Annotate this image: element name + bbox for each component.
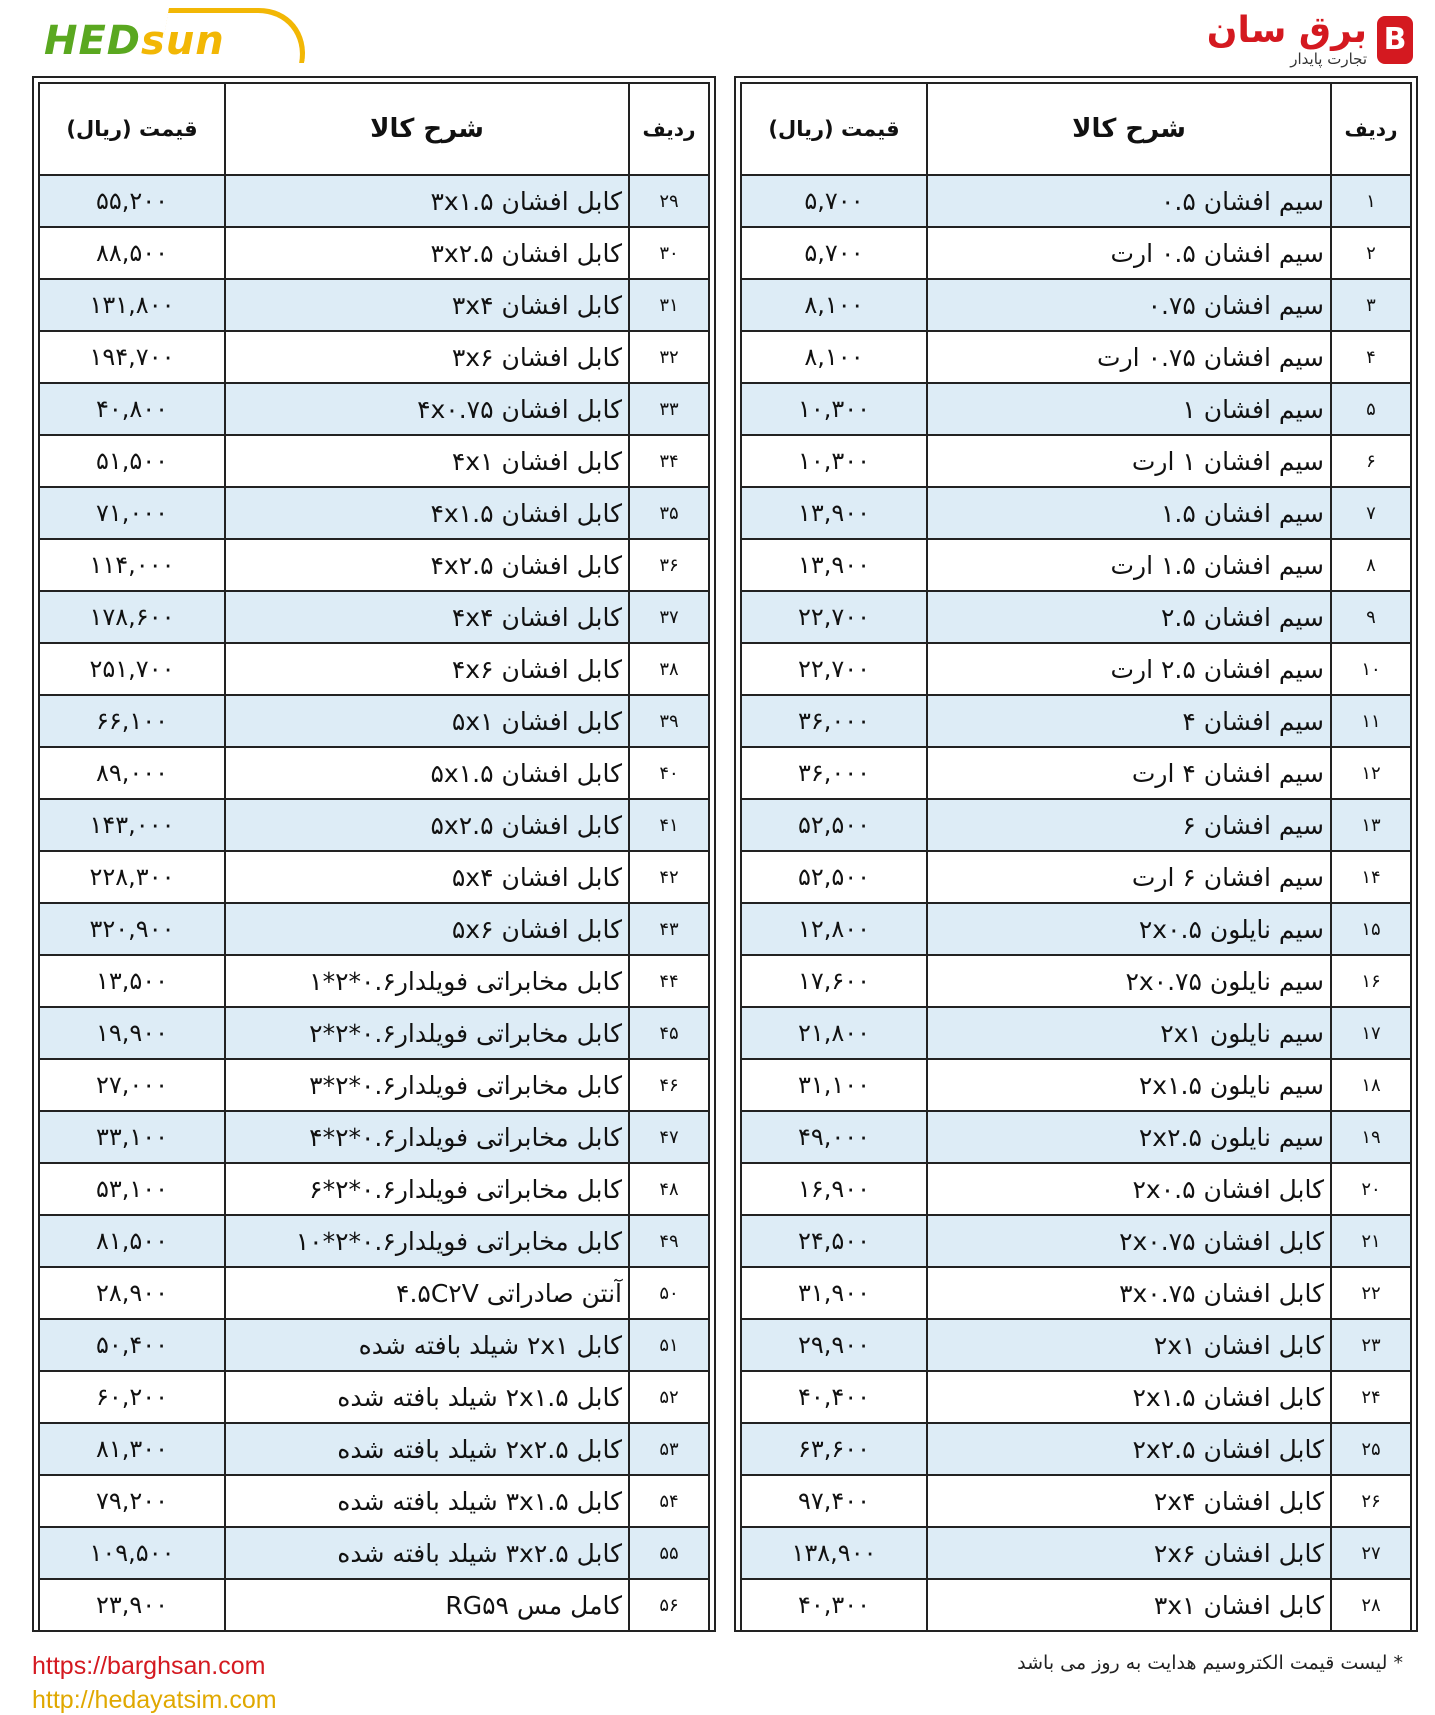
barghsan-link[interactable]: https://barghsan.com <box>32 1652 266 1680</box>
row-number-cell: ۴۵ <box>629 1007 709 1059</box>
row-number-cell: ۱۷ <box>1331 1007 1411 1059</box>
description-cell: کابل مخابراتی فویلدار۰.۶*۲*۲ <box>225 1007 629 1059</box>
hedsun-logo <box>44 8 274 68</box>
price-update-note: * لیست قیمت الکتروسیم هدایت به روز می باشد <box>1017 1652 1403 1674</box>
row-number-cell: ۱۸ <box>1331 1059 1411 1111</box>
table-header-row <box>39 83 709 175</box>
price-cell: ۸۸,۵۰۰ <box>39 227 225 279</box>
price-cell: ۲۱,۸۰۰ <box>741 1007 927 1059</box>
row-number-cell: ۲۱ <box>1331 1215 1411 1267</box>
description-cell: سیم افشان ۱ <box>927 383 1331 435</box>
row-number-cell: ۵ <box>1331 383 1411 435</box>
price-cell: ۸,۱۰۰ <box>741 279 927 331</box>
table-row <box>741 383 1411 435</box>
description-cell: سیم افشان ۱.۵ <box>927 487 1331 539</box>
price-cell: ۵۳,۱۰۰ <box>39 1163 225 1215</box>
price-cell: ۱۹۴,۷۰۰ <box>39 331 225 383</box>
table-row <box>39 279 709 331</box>
table-row <box>741 539 1411 591</box>
description-cell: کابل افشان ۲x۲.۵ <box>927 1423 1331 1475</box>
description-cell: کابل افشان ۴x۰.۷۵ <box>225 383 629 435</box>
header-description: شرح کالا <box>927 83 1331 175</box>
description-cell: کابل افشان ۴x۲.۵ <box>225 539 629 591</box>
description-cell: کابل افشان ۳x۴ <box>225 279 629 331</box>
price-cell: ۱۳,۹۰۰ <box>741 487 927 539</box>
price-cell: ۲۲,۷۰۰ <box>741 591 927 643</box>
price-cell: ۳۶,۰۰۰ <box>741 747 927 799</box>
description-cell: کابل افشان ۵x۱ <box>225 695 629 747</box>
header-row-number: ردیف <box>629 83 709 175</box>
table-row <box>39 851 709 903</box>
description-cell: کابل افشان ۴x۶ <box>225 643 629 695</box>
table-row <box>741 1215 1411 1267</box>
row-number-cell: ۳۵ <box>629 487 709 539</box>
row-number-cell: ۴۰ <box>629 747 709 799</box>
row-number-cell: ۴۱ <box>629 799 709 851</box>
price-cell: ۱۶,۹۰۰ <box>741 1163 927 1215</box>
table-row <box>39 435 709 487</box>
table-row <box>741 643 1411 695</box>
description-cell: کابل ۲x۲.۵ شیلد بافته شده <box>225 1423 629 1475</box>
description-cell: کابل افشان ۲x۴ <box>927 1475 1331 1527</box>
row-number-cell: ۴۳ <box>629 903 709 955</box>
row-number-cell: ۲۰ <box>1331 1163 1411 1215</box>
price-cell: ۷۹,۲۰۰ <box>39 1475 225 1527</box>
description-cell: کابل افشان ۳x۲.۵ <box>225 227 629 279</box>
row-number-cell: ۳۱ <box>629 279 709 331</box>
table-row <box>39 799 709 851</box>
table-row <box>741 1475 1411 1527</box>
row-number-cell: ۸ <box>1331 539 1411 591</box>
description-cell: کابل افشان ۵x۲.۵ <box>225 799 629 851</box>
price-cell: ۱۰,۳۰۰ <box>741 383 927 435</box>
row-number-cell: ۲۹ <box>629 175 709 227</box>
barghsan-logo <box>1193 6 1413 68</box>
row-number-cell: ۴۲ <box>629 851 709 903</box>
description-cell: کابل افشان ۲x۰.۵ <box>927 1163 1331 1215</box>
price-cell: ۹۷,۴۰۰ <box>741 1475 927 1527</box>
price-cell: ۵۰,۴۰۰ <box>39 1319 225 1371</box>
row-number-cell: ۱۲ <box>1331 747 1411 799</box>
price-table-right <box>740 82 1412 1632</box>
price-table-right-panel <box>734 76 1418 1632</box>
row-number-cell: ۵۲ <box>629 1371 709 1423</box>
row-number-cell: ۱۳ <box>1331 799 1411 851</box>
table-row <box>741 1007 1411 1059</box>
price-cell: ۴۰,۴۰۰ <box>741 1371 927 1423</box>
table-body-left <box>39 175 709 1631</box>
table-row <box>741 331 1411 383</box>
table-row <box>39 1111 709 1163</box>
logo-wordmark: HEDsun <box>44 18 225 64</box>
description-cell: سیم افشان ۱ ارت <box>927 435 1331 487</box>
table-row <box>39 1007 709 1059</box>
price-cell: ۲۸,۹۰۰ <box>39 1267 225 1319</box>
price-cell: ۵,۷۰۰ <box>741 227 927 279</box>
header-row-number: ردیف <box>1331 83 1411 175</box>
table-row <box>39 331 709 383</box>
table-row <box>39 383 709 435</box>
table-row <box>39 695 709 747</box>
row-number-cell: ۲۸ <box>1331 1579 1411 1631</box>
header-price: قیمت (ریال) <box>39 83 225 175</box>
row-number-cell: ۴۸ <box>629 1163 709 1215</box>
price-cell: ۱۱۴,۰۰۰ <box>39 539 225 591</box>
header-description: شرح کالا <box>225 83 629 175</box>
price-cell: ۳۱,۱۰۰ <box>741 1059 927 1111</box>
row-number-cell: ۱۶ <box>1331 955 1411 1007</box>
row-number-cell: ۴۷ <box>629 1111 709 1163</box>
table-row <box>741 1059 1411 1111</box>
price-cell: ۶۶,۱۰۰ <box>39 695 225 747</box>
row-number-cell: ۳۲ <box>629 331 709 383</box>
description-cell: کابل افشان ۵x۱.۵ <box>225 747 629 799</box>
price-table-left-panel <box>32 76 716 1632</box>
description-cell: کابل مخابراتی فویلدار۰.۶*۲*۴ <box>225 1111 629 1163</box>
price-cell: ۴۹,۰۰۰ <box>741 1111 927 1163</box>
table-row <box>741 1111 1411 1163</box>
table-row <box>741 1319 1411 1371</box>
price-cell: ۷۱,۰۰۰ <box>39 487 225 539</box>
description-cell: سیم نایلون ۲x۱.۵ <box>927 1059 1331 1111</box>
description-cell: سیم افشان ۲.۵ ارت <box>927 643 1331 695</box>
price-cell: ۳۲۰,۹۰۰ <box>39 903 225 955</box>
price-cell: ۲۲۸,۳۰۰ <box>39 851 225 903</box>
table-row <box>741 1527 1411 1579</box>
row-number-cell: ۱۰ <box>1331 643 1411 695</box>
row-number-cell: ۶ <box>1331 435 1411 487</box>
price-cell: ۶۳,۶۰۰ <box>741 1423 927 1475</box>
description-cell: کابل افشان ۴x۴ <box>225 591 629 643</box>
description-cell: کابل مخابراتی فویلدار۰.۶*۲*۱ <box>225 955 629 1007</box>
price-cell: ۱۰۹,۵۰۰ <box>39 1527 225 1579</box>
price-cell: ۲۴,۵۰۰ <box>741 1215 927 1267</box>
description-cell: آنتن صادراتی ۴.۵C۲V <box>225 1267 629 1319</box>
description-cell: کابل مخابراتی فویلدار۰.۶*۲*۱۰ <box>225 1215 629 1267</box>
table-row <box>39 487 709 539</box>
price-cell: ۱۹,۹۰۰ <box>39 1007 225 1059</box>
price-cell: ۴۰,۳۰۰ <box>741 1579 927 1631</box>
description-cell: کابل افشان ۴x۱.۵ <box>225 487 629 539</box>
row-number-cell: ۴۶ <box>629 1059 709 1111</box>
row-number-cell: ۱۱ <box>1331 695 1411 747</box>
table-row <box>741 799 1411 851</box>
row-number-cell: ۳۹ <box>629 695 709 747</box>
price-cell: ۴۰,۸۰۰ <box>39 383 225 435</box>
row-number-cell: ۳ <box>1331 279 1411 331</box>
price-cell: ۸۱,۳۰۰ <box>39 1423 225 1475</box>
row-number-cell: ۴۴ <box>629 955 709 1007</box>
description-cell: سیم افشان ۰.۵ ارت <box>927 227 1331 279</box>
description-cell: کابل افشان ۳x۱ <box>927 1579 1331 1631</box>
row-number-cell: ۵۵ <box>629 1527 709 1579</box>
row-number-cell: ۵۳ <box>629 1423 709 1475</box>
table-row <box>39 1475 709 1527</box>
row-number-cell: ۳۷ <box>629 591 709 643</box>
description-cell: سیم افشان ۰.۷۵ ارت <box>927 331 1331 383</box>
price-cell: ۸۹,۰۰۰ <box>39 747 225 799</box>
price-cell: ۱۴۳,۰۰۰ <box>39 799 225 851</box>
table-row <box>741 487 1411 539</box>
table-row <box>39 1423 709 1475</box>
hedayatsim-link[interactable]: http://hedayatsim.com <box>32 1686 277 1714</box>
table-row <box>39 1267 709 1319</box>
table-row <box>741 1163 1411 1215</box>
table-row <box>741 591 1411 643</box>
row-number-cell: ۲ <box>1331 227 1411 279</box>
price-cell: ۸۱,۵۰۰ <box>39 1215 225 1267</box>
row-number-cell: ۵۱ <box>629 1319 709 1371</box>
description-cell: کابل افشان ۴x۱ <box>225 435 629 487</box>
description-cell: کابل افشان ۳x۶ <box>225 331 629 383</box>
row-number-cell: ۳۸ <box>629 643 709 695</box>
price-cell: ۲۷,۰۰۰ <box>39 1059 225 1111</box>
price-table-left <box>38 82 710 1632</box>
row-number-cell: ۲۷ <box>1331 1527 1411 1579</box>
price-cell: ۵۱,۵۰۰ <box>39 435 225 487</box>
row-number-cell: ۲۳ <box>1331 1319 1411 1371</box>
price-cell: ۳۶,۰۰۰ <box>741 695 927 747</box>
price-cell: ۱۲,۸۰۰ <box>741 903 927 955</box>
description-cell: سیم نایلون ۲x۰.۵ <box>927 903 1331 955</box>
price-cell: ۱۳۸,۹۰۰ <box>741 1527 927 1579</box>
table-row <box>39 903 709 955</box>
table-row <box>741 851 1411 903</box>
table-row <box>741 1579 1411 1631</box>
price-cell: ۱۳,۹۰۰ <box>741 539 927 591</box>
description-cell: کابل مخابراتی فویلدار۰.۶*۲*۳ <box>225 1059 629 1111</box>
description-cell: کابل افشان ۲x۱.۵ <box>927 1371 1331 1423</box>
description-cell: کابل افشان ۲x۱ <box>927 1319 1331 1371</box>
description-cell: سیم نایلون ۲x۱ <box>927 1007 1331 1059</box>
row-number-cell: ۱۴ <box>1331 851 1411 903</box>
row-number-cell: ۱۹ <box>1331 1111 1411 1163</box>
table-row <box>741 1423 1411 1475</box>
description-cell: کامل مس RG۵۹ <box>225 1579 629 1631</box>
row-number-cell: ۳۳ <box>629 383 709 435</box>
description-cell: کابل مخابراتی فویلدار۰.۶*۲*۶ <box>225 1163 629 1215</box>
table-row <box>741 1371 1411 1423</box>
price-cell: ۳۱,۹۰۰ <box>741 1267 927 1319</box>
table-row <box>39 1215 709 1267</box>
row-number-cell: ۴ <box>1331 331 1411 383</box>
price-cell: ۵,۷۰۰ <box>741 175 927 227</box>
table-row <box>39 1059 709 1111</box>
table-row <box>741 279 1411 331</box>
table-row <box>741 747 1411 799</box>
table-row <box>741 695 1411 747</box>
table-body-right <box>741 175 1411 1631</box>
table-row <box>39 1163 709 1215</box>
table-row <box>39 591 709 643</box>
row-number-cell: ۷ <box>1331 487 1411 539</box>
table-row <box>39 539 709 591</box>
description-cell: کابل افشان ۳x۰.۷۵ <box>927 1267 1331 1319</box>
price-cell: ۳۳,۱۰۰ <box>39 1111 225 1163</box>
table-row <box>741 903 1411 955</box>
table-row <box>741 435 1411 487</box>
description-cell: کابل افشان ۳x۱.۵ <box>225 175 629 227</box>
description-cell: سیم افشان ۲.۵ <box>927 591 1331 643</box>
barghsan-mark-icon: B <box>1377 16 1413 64</box>
table-row <box>741 227 1411 279</box>
row-number-cell: ۲۲ <box>1331 1267 1411 1319</box>
price-cell: ۱۰,۳۰۰ <box>741 435 927 487</box>
row-number-cell: ۳۴ <box>629 435 709 487</box>
price-cell: ۵۵,۲۰۰ <box>39 175 225 227</box>
description-cell: کابل ۳x۱.۵ شیلد بافته شده <box>225 1475 629 1527</box>
table-row <box>741 1267 1411 1319</box>
row-number-cell: ۲۶ <box>1331 1475 1411 1527</box>
row-number-cell: ۹ <box>1331 591 1411 643</box>
barghsan-tagline: تجارت پایدار <box>1290 50 1367 68</box>
description-cell: سیم افشان ۰.۷۵ <box>927 279 1331 331</box>
table-row <box>39 955 709 1007</box>
row-number-cell: ۲۴ <box>1331 1371 1411 1423</box>
description-cell: کابل ۳x۲.۵ شیلد بافته شده <box>225 1527 629 1579</box>
table-row <box>741 955 1411 1007</box>
price-cell: ۵۲,۵۰۰ <box>741 851 927 903</box>
description-cell: کابل افشان ۵x۶ <box>225 903 629 955</box>
row-number-cell: ۵۴ <box>629 1475 709 1527</box>
description-cell: کابل ۲x۱ شیلد بافته شده <box>225 1319 629 1371</box>
price-cell: ۵۲,۵۰۰ <box>741 799 927 851</box>
table-row <box>39 1527 709 1579</box>
price-cell: ۸,۱۰۰ <box>741 331 927 383</box>
description-cell: سیم نایلون ۲x۲.۵ <box>927 1111 1331 1163</box>
row-number-cell: ۴۹ <box>629 1215 709 1267</box>
table-row <box>741 175 1411 227</box>
price-cell: ۱۳۱,۸۰۰ <box>39 279 225 331</box>
price-cell: ۲۲,۷۰۰ <box>741 643 927 695</box>
row-number-cell: ۳۶ <box>629 539 709 591</box>
row-number-cell: ۲۵ <box>1331 1423 1411 1475</box>
description-cell: سیم افشان ۱.۵ ارت <box>927 539 1331 591</box>
price-cell: ۱۷,۶۰۰ <box>741 955 927 1007</box>
table-row <box>39 1579 709 1631</box>
row-number-cell: ۵۰ <box>629 1267 709 1319</box>
description-cell: کابل افشان ۵x۴ <box>225 851 629 903</box>
price-cell: ۲۹,۹۰۰ <box>741 1319 927 1371</box>
price-cell: ۲۵۱,۷۰۰ <box>39 643 225 695</box>
price-cell: ۲۳,۹۰۰ <box>39 1579 225 1631</box>
description-cell: کابل افشان ۲x۰.۷۵ <box>927 1215 1331 1267</box>
row-number-cell: ۱ <box>1331 175 1411 227</box>
price-cell: ۱۷۸,۶۰۰ <box>39 591 225 643</box>
table-row <box>39 1319 709 1371</box>
table-row <box>39 643 709 695</box>
table-row <box>39 227 709 279</box>
description-cell: سیم افشان ۶ ارت <box>927 851 1331 903</box>
barghsan-name: برق سان <box>1206 10 1367 51</box>
price-cell: ۱۳,۵۰۰ <box>39 955 225 1007</box>
table-row <box>39 1371 709 1423</box>
description-cell: سیم افشان ۴ ارت <box>927 747 1331 799</box>
description-cell: سیم افشان ۴ <box>927 695 1331 747</box>
price-cell: ۶۰,۲۰۰ <box>39 1371 225 1423</box>
description-cell: سیم افشان ۶ <box>927 799 1331 851</box>
description-cell: سیم نایلون ۲x۰.۷۵ <box>927 955 1331 1007</box>
description-cell: کابل افشان ۲x۶ <box>927 1527 1331 1579</box>
description-cell: کابل ۲x۱.۵ شیلد بافته شده <box>225 1371 629 1423</box>
table-header-row <box>741 83 1411 175</box>
header-price: قیمت (ریال) <box>741 83 927 175</box>
table-row <box>39 175 709 227</box>
row-number-cell: ۳۰ <box>629 227 709 279</box>
row-number-cell: ۱۵ <box>1331 903 1411 955</box>
description-cell: سیم افشان ۰.۵ <box>927 175 1331 227</box>
row-number-cell: ۵۶ <box>629 1579 709 1631</box>
table-row <box>39 747 709 799</box>
